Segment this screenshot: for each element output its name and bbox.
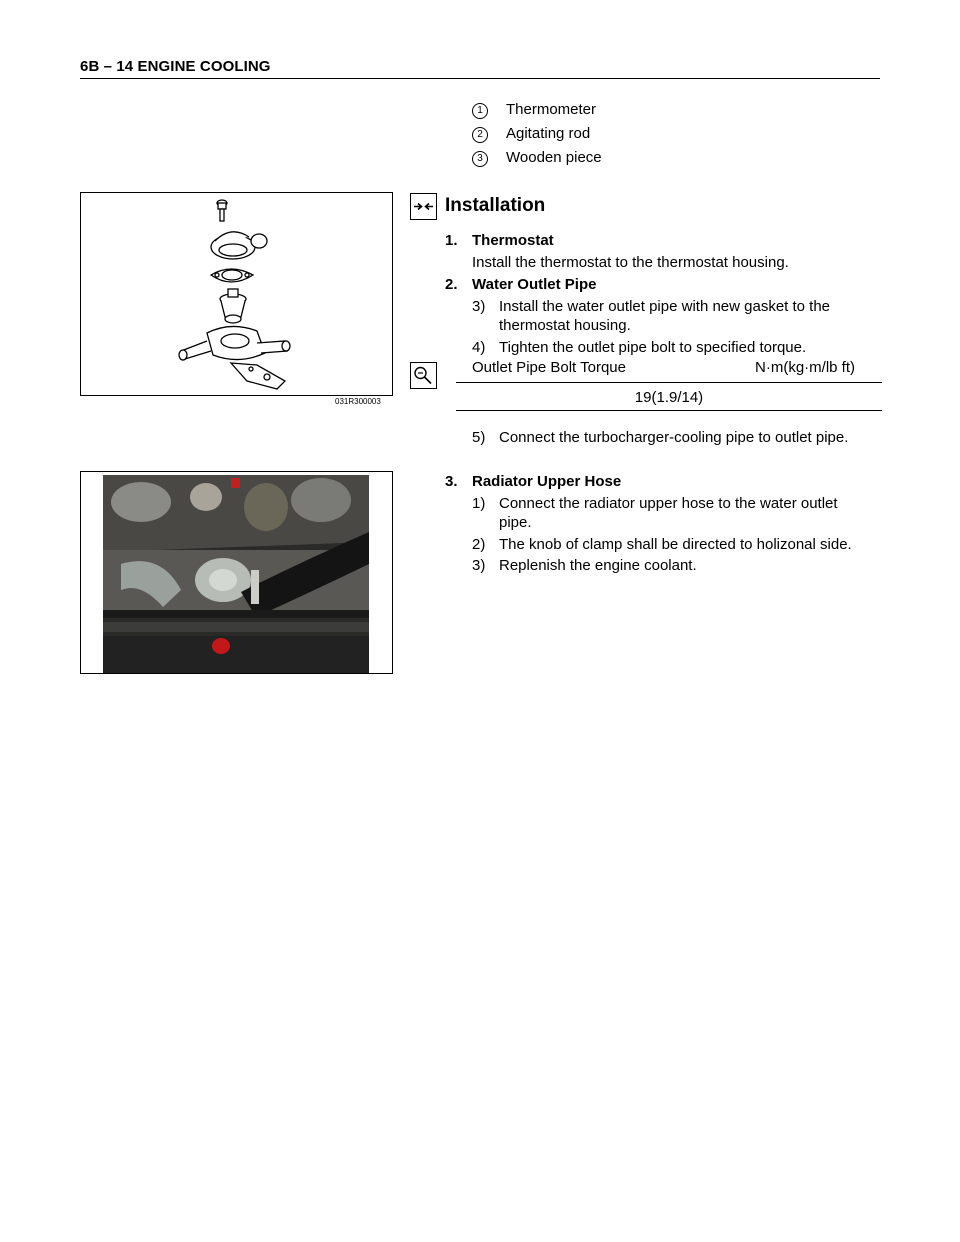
step-text: Install the thermostat to the thermostat housing. <box>472 254 789 271</box>
step-number: 1. <box>445 232 458 249</box>
figure-legend <box>472 100 602 172</box>
substep-number: 5) <box>472 429 486 446</box>
thermostat-parts-drawing <box>81 193 392 395</box>
substep-text: Connect the radiator upper hose to the water outlet <box>499 495 838 512</box>
legend-item <box>472 100 602 124</box>
figure-code: 031R300003 <box>335 397 381 406</box>
substep-number: 2) <box>472 536 486 553</box>
legend-number: 3 <box>472 151 488 167</box>
legend-label: Agitating rod <box>506 125 591 142</box>
step-title: Thermostat <box>472 232 554 249</box>
torque-value: 19(1.9/14) <box>634 389 704 406</box>
torque-rule-bottom <box>456 410 882 411</box>
substep-number: 3) <box>472 298 486 315</box>
substep-number: 4) <box>472 339 486 356</box>
substep-text: pipe. <box>499 514 532 531</box>
substep-text: Tighten the outlet pipe bolt to specified torque. <box>499 339 807 356</box>
substep-text: Install the water outlet pipe with new gasket to the <box>499 298 831 315</box>
legend-item <box>472 148 602 172</box>
page-header-title: 6B – 14 ENGINE COOLING <box>80 58 271 75</box>
substep-text: thermostat housing. <box>499 317 631 334</box>
torque-unit: N·m(kg·m/lb ft) <box>755 359 855 376</box>
legend-number: 2 <box>472 127 488 143</box>
substep-number: 3) <box>472 557 486 574</box>
installation-icon <box>410 193 437 220</box>
legend-label: Thermometer <box>506 101 597 118</box>
thermostat-exploded-diagram <box>80 192 393 396</box>
torque-icon <box>410 362 437 389</box>
step-number: 2. <box>445 276 458 293</box>
radiator-hose-photo <box>80 471 393 674</box>
legend-number: 1 <box>472 103 488 119</box>
substep-text: Replenish the engine coolant. <box>499 557 697 574</box>
step-title: Water Outlet Pipe <box>472 276 597 293</box>
installation-heading: Installation <box>445 195 546 216</box>
header-divider <box>80 78 880 79</box>
arrows-in-icon <box>411 194 436 219</box>
engine-bay-photo-illustration <box>81 472 392 673</box>
torque-label: Outlet Pipe Bolt Torque <box>472 359 626 376</box>
legend-label: Wooden piece <box>506 149 602 166</box>
legend-item <box>472 124 602 148</box>
substep-text: The knob of clamp shall be directed to holizonal side. <box>499 536 852 553</box>
step-title: Radiator Upper Hose <box>472 473 622 490</box>
wrench-icon <box>411 363 436 388</box>
torque-rule-top <box>456 382 882 383</box>
substep-number: 1) <box>472 495 486 512</box>
substep-text: Connect the turbocharger-cooling pipe to outlet pipe. <box>499 429 849 446</box>
step-number: 3. <box>445 473 458 490</box>
